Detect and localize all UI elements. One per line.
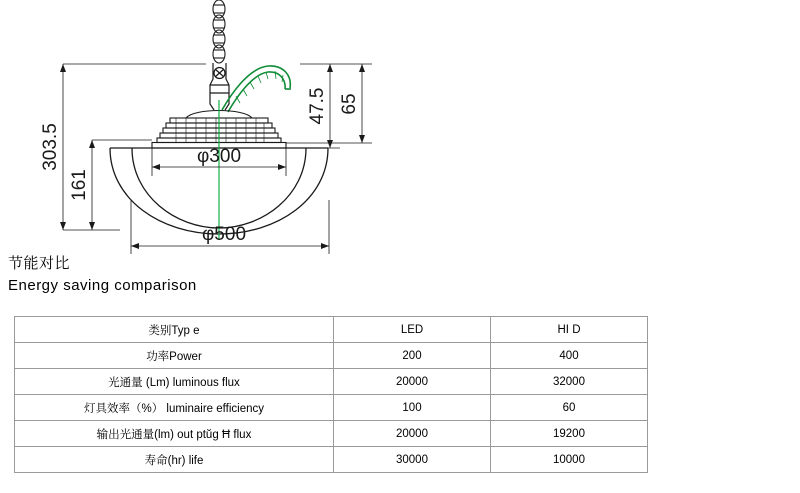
header-cell-hid: HI D	[491, 317, 648, 343]
row-led: 30000	[334, 447, 491, 473]
header-cell-led: LED	[334, 317, 491, 343]
row-label: 灯具效率（%） luminaire efficiency	[15, 395, 334, 421]
wire-conduit	[222, 66, 291, 112]
row-led: 20000	[334, 421, 491, 447]
table-header-row	[15, 317, 648, 343]
dimension-303-5	[60, 64, 206, 230]
section-title-cn: 节能对比	[8, 255, 71, 272]
wire-ribs	[236, 71, 283, 103]
row-label: 寿命(hr) life	[15, 447, 334, 473]
section-title-en: Energy saving comparison	[8, 277, 197, 294]
table-row	[15, 447, 648, 473]
row-hid: 400	[491, 343, 648, 369]
row-led: 100	[334, 395, 491, 421]
table-row	[15, 369, 648, 395]
dim-label-47-5: 47.5	[307, 87, 328, 125]
header-cell-type: 类别Typ e	[15, 317, 334, 343]
row-hid: 19200	[491, 421, 648, 447]
dim-label-303-5: 303.5	[40, 123, 61, 171]
table-row	[15, 343, 648, 369]
row-led: 200	[334, 343, 491, 369]
dim-label-phi-500: φ500	[201, 224, 247, 245]
dim-label-161: 161	[69, 169, 90, 201]
row-hid: 60	[491, 395, 648, 421]
energy-comparison-table	[14, 316, 648, 473]
table-row	[15, 421, 648, 447]
row-hid: 32000	[491, 369, 648, 395]
dim-label-65: 65	[339, 93, 360, 115]
row-label: 输出光通量(lm) out ptŭg Ħ flux	[15, 421, 334, 447]
dim-label-phi-300: φ300	[196, 146, 242, 167]
row-hid: 10000	[491, 447, 648, 473]
row-label: 光通量 (Lm) luminous flux	[15, 369, 334, 395]
row-led: 20000	[334, 369, 491, 395]
chain-graphic	[213, 0, 225, 63]
row-label: 功率Power	[15, 343, 334, 369]
table-row	[15, 395, 648, 421]
